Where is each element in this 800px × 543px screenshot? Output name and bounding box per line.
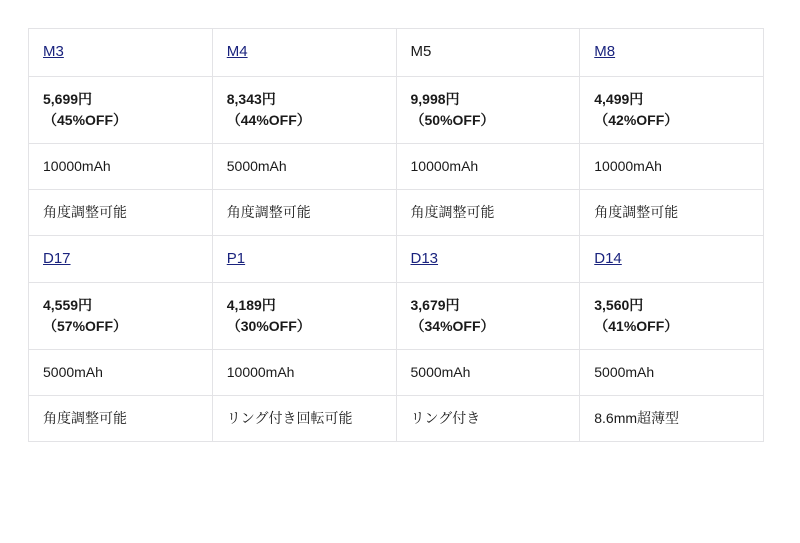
price-cell [29, 76, 213, 143]
price-cell [580, 76, 764, 143]
price-value: 4,559円 [43, 297, 93, 313]
capacity-value: 10000mAh [226, 364, 295, 380]
capacity-cell [212, 143, 396, 189]
discount-value: （30%OFF） [226, 318, 311, 334]
feature-value: リング付き回転可能 [226, 410, 353, 426]
product-name-cell [29, 29, 213, 77]
price-cell [396, 76, 580, 143]
capacity-value: 5000mAh [410, 364, 471, 380]
price-value: 3,560円 [594, 297, 644, 313]
discount-value: （44%OFF） [226, 111, 311, 128]
price-value: 5,699円 [43, 90, 93, 107]
feature-value: 角度調整可能 [43, 410, 127, 426]
price-cell [396, 283, 580, 350]
price-value: 8,343円 [226, 90, 276, 107]
capacity-cell [29, 143, 213, 189]
capacity-cell [212, 350, 396, 396]
capacity-value: 5000mAh [226, 157, 287, 174]
feature-value: 角度調整可能 [594, 203, 679, 220]
feature-value: 角度調整可能 [43, 203, 127, 220]
capacity-cell [580, 143, 764, 189]
table-row [29, 396, 764, 442]
feature-cell [212, 189, 396, 235]
product-comparison-table [28, 28, 764, 442]
table-row [29, 76, 764, 143]
feature-cell [29, 396, 213, 442]
table-row [29, 283, 764, 350]
discount-value: （41%OFF） [594, 318, 679, 334]
capacity-cell [29, 350, 213, 396]
table-row [29, 189, 764, 235]
comparison-table-wrapper [28, 28, 764, 442]
capacity-cell [396, 143, 580, 189]
capacity-cell [396, 350, 580, 396]
feature-value: 角度調整可能 [410, 203, 495, 220]
capacity-value: 10000mAh [43, 157, 111, 174]
product-name-cell [212, 235, 396, 283]
product-link[interactable]: D14 [594, 249, 622, 267]
capacity-cell [580, 350, 764, 396]
feature-cell [29, 189, 213, 235]
price-cell [580, 283, 764, 350]
discount-value: （57%OFF） [43, 318, 128, 334]
price-value: 4,499円 [594, 90, 644, 107]
table-row [29, 350, 764, 396]
table-row [29, 143, 764, 189]
capacity-value: 10000mAh [594, 157, 662, 174]
capacity-value: 10000mAh [410, 157, 479, 174]
product-link[interactable]: M3 [43, 43, 64, 60]
price-value: 9,998円 [410, 90, 460, 107]
price-cell [212, 283, 396, 350]
feature-cell [580, 396, 764, 442]
feature-cell [580, 189, 764, 235]
product-name-label: M5 [410, 43, 432, 60]
product-link[interactable]: P1 [226, 249, 246, 267]
product-name-cell [212, 29, 396, 77]
discount-value: （34%OFF） [410, 318, 495, 334]
discount-value: （50%OFF） [410, 111, 495, 128]
price-cell [29, 283, 213, 350]
discount-value: （45%OFF） [43, 111, 128, 128]
product-link[interactable]: M8 [594, 43, 616, 60]
discount-value: （42%OFF） [594, 111, 679, 128]
table-row [29, 29, 764, 77]
product-name-cell [29, 235, 213, 283]
price-value: 4,189円 [226, 297, 276, 313]
table-row [29, 235, 764, 283]
product-name-cell [580, 235, 764, 283]
feature-value: 8.6mm超薄型 [594, 410, 680, 426]
price-cell [212, 76, 396, 143]
product-link[interactable]: D13 [410, 249, 439, 267]
product-name-cell [396, 29, 580, 77]
capacity-value: 5000mAh [594, 364, 655, 380]
product-name-cell [580, 29, 764, 77]
product-link[interactable]: D17 [43, 249, 71, 267]
feature-cell [212, 396, 396, 442]
table-body [29, 29, 764, 442]
feature-value: 角度調整可能 [226, 203, 311, 220]
product-link[interactable]: M4 [226, 43, 248, 60]
product-name-cell [396, 235, 580, 283]
feature-cell [396, 189, 580, 235]
capacity-value: 5000mAh [43, 364, 103, 380]
feature-value: リング付き [410, 410, 481, 426]
price-value: 3,679円 [410, 297, 460, 313]
feature-cell [396, 396, 580, 442]
